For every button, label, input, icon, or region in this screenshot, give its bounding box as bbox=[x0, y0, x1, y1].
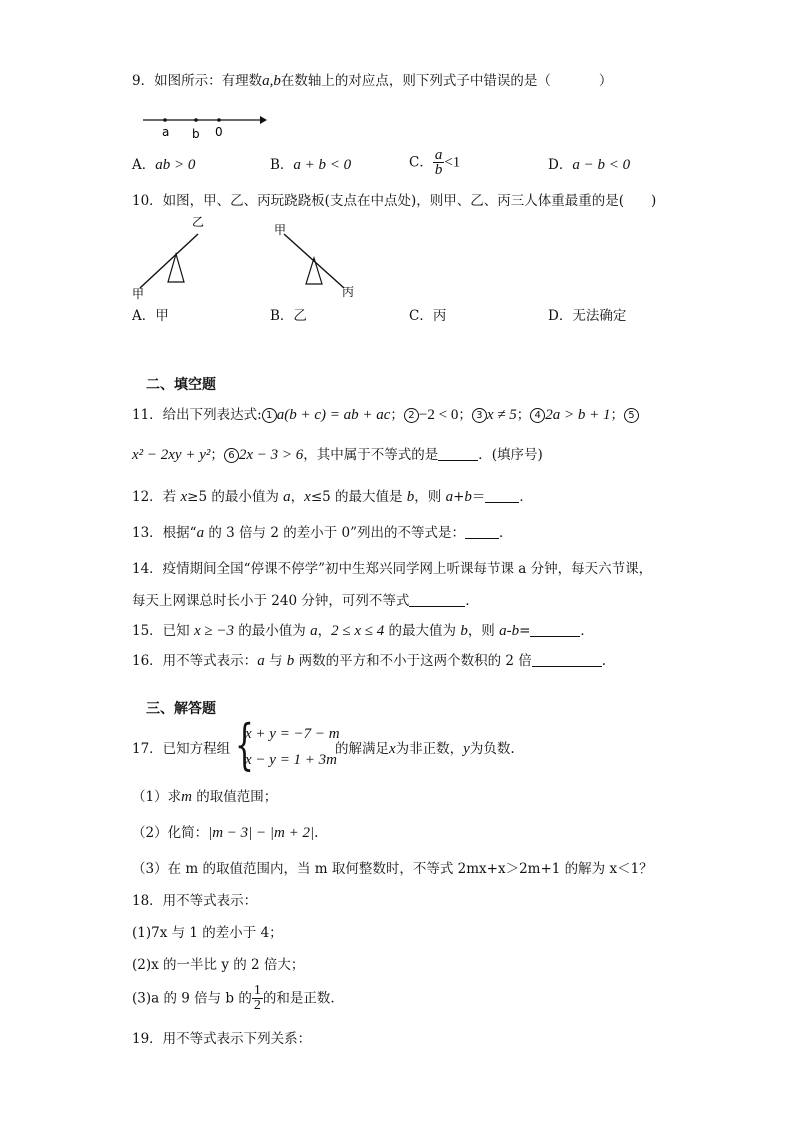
q16-answer-blank[interactable] bbox=[532, 652, 602, 667]
q11-answer-blank[interactable] bbox=[438, 446, 478, 461]
q15: 15．已知 x ≥ −3 的最小值为 a，2 ≤ x ≤ 4 的最大值为 b，则 a-b= ． bbox=[132, 623, 594, 639]
q14-line1: 14．疫情期间全国“停课不停学”初中生郑兴同学网上听课每节课 a 分钟，每天六节课， bbox=[132, 561, 653, 577]
equation-2: x − y = 1 + 3m bbox=[245, 752, 338, 768]
equation-1: x + y = −7 − m bbox=[245, 726, 340, 742]
q9-option-d[interactable]: D．a − b < 0 bbox=[548, 157, 631, 173]
number-line-figure bbox=[140, 110, 280, 144]
q17-part1: （1）求m 的取值范围； bbox=[132, 789, 278, 805]
seesaw-plank-2 bbox=[284, 234, 344, 288]
q18-part1: (1)7x 与 1 的差小于 4； bbox=[132, 925, 283, 941]
label-b: b bbox=[192, 127, 200, 141]
q14-line2: 每天上网课总时长小于 240 分钟，可列不等式 ． bbox=[132, 593, 479, 609]
label-a: a bbox=[162, 125, 170, 139]
seesaw-fulcrum-1 bbox=[168, 254, 184, 282]
q11-line1: 11．给出下列表达式: 1 a(b + c) = ab + ac； 2 −2 < 0； 3 x ≠ 5； 4 2a > b + 1； 5 bbox=[132, 406, 639, 424]
seesaw-figure-2 bbox=[272, 212, 372, 302]
point-0 bbox=[217, 118, 221, 122]
seesaw2-bottom-label: 丙 bbox=[342, 285, 355, 299]
q18-part2: (2)x 的一半比 y 的 2 倍大； bbox=[132, 957, 305, 973]
system-brace: { bbox=[235, 713, 254, 776]
section-fill-in: 二、填空题 bbox=[146, 377, 216, 393]
q16: 16．用不等式表示：a 与 b 两数的平方和不小于这两个数积的 2 倍 . bbox=[132, 653, 607, 669]
q11-line2: x² − 2xy + y²； 6 2x − 3 > 6，其中属于不等式的是 ．(填序号) bbox=[132, 447, 543, 463]
q13: 13．根据“a 的 3 倍与 2 的差小于 0”列出的不等式是： ． bbox=[132, 525, 513, 541]
q18-stem: 18．用不等式表示： bbox=[132, 893, 258, 909]
q17-stem-a: 17．已知方程组 bbox=[132, 741, 231, 757]
q17-stem-b: 的解满足x为非正数，y为负数. bbox=[335, 741, 515, 757]
q10-stem: 10．如图，甲、乙、丙玩跷跷板(支点在中点处)，则甲、乙、丙三人体重最重的是( ) bbox=[132, 193, 657, 209]
seesaw2-top-label: 甲 bbox=[274, 223, 287, 237]
q12: 12．若 x≥5 的最小值为 a，x≤5 的最大值是 b，则 a+b＝ ． bbox=[132, 489, 533, 505]
label-0: 0 bbox=[215, 125, 223, 139]
seesaw1-bottom-label: 甲 bbox=[132, 287, 145, 301]
q10-option-d[interactable]: D．无法确定 bbox=[548, 308, 627, 324]
point-a bbox=[163, 118, 167, 122]
section-solve: 三、解答题 bbox=[146, 701, 216, 717]
seesaw1-top-label: 乙 bbox=[192, 215, 205, 229]
q10-option-a[interactable]: A．甲 bbox=[132, 308, 169, 324]
q9-option-b[interactable]: B．a + b < 0 bbox=[270, 157, 352, 173]
q10-option-c[interactable]: C．丙 bbox=[409, 308, 447, 324]
q17-part2: （2）化简：|m − 3| − |m + 2|. bbox=[132, 825, 319, 841]
q12-answer-blank[interactable] bbox=[485, 488, 519, 503]
fraction-a-over-b: $\frac{a}{b}$ bbox=[434, 147, 443, 178]
q9-option-a[interactable]: A．ab > 0 bbox=[132, 157, 196, 173]
q9-option-c[interactable]: C． $\frac{a}{b}$ <1 bbox=[409, 147, 461, 178]
q13-answer-blank[interactable] bbox=[465, 524, 499, 539]
q10-option-b[interactable]: B．乙 bbox=[270, 308, 307, 324]
seesaw-figure-1 bbox=[132, 212, 212, 302]
q17-part3: （3）在 m 的取值范围内，当 m 取何整数时，不等式 2mx+x＞2m+1 的解为 x＜1？ bbox=[132, 861, 653, 877]
q14-answer-blank[interactable] bbox=[409, 592, 465, 607]
q15-answer-blank[interactable] bbox=[530, 622, 580, 637]
q18-part3: (3)a 的 9 倍与 b 的 $\frac{1}{2}$ 的和是正数. bbox=[132, 983, 335, 1013]
fraction-one-half: $\frac{1}{2}$ bbox=[253, 983, 261, 1013]
q19-stem: 19．用不等式表示下列关系： bbox=[132, 1031, 312, 1047]
number-line-arrow bbox=[260, 116, 267, 124]
q9-stem: 9．如图所示：有理数a,b在数轴上的对应点，则下列式子中错误的是（ ） bbox=[132, 73, 613, 89]
point-b bbox=[194, 118, 198, 122]
